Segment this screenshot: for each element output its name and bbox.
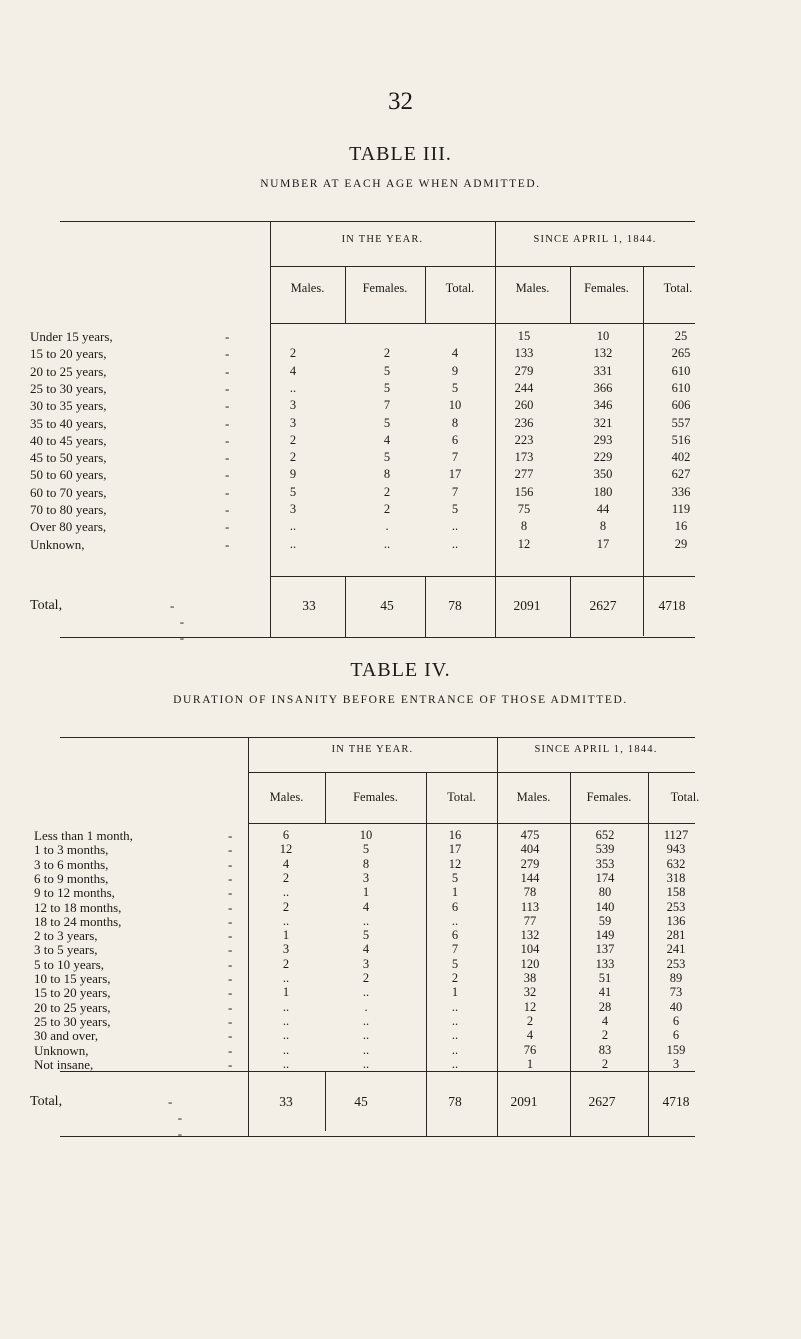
leader-dash: - <box>225 346 230 362</box>
group-header-since: SINCE APRIL 1, 1844. <box>534 744 658 755</box>
table-cell: .. <box>362 985 370 1000</box>
table-cell: 7 <box>451 484 459 499</box>
table-cell: 7 <box>451 450 459 465</box>
leader-dash: - <box>228 1013 233 1029</box>
group-header-rule <box>270 266 695 267</box>
leader-dash: - <box>225 536 230 552</box>
total-cell: 2091 <box>513 598 541 613</box>
table-cell: .. <box>362 1056 370 1071</box>
total-label: Total, <box>30 1094 63 1109</box>
total-label: Total, <box>30 598 63 613</box>
table-cell: 132 <box>593 346 613 361</box>
leader-dash: - <box>228 899 233 915</box>
table-cell: 4 <box>362 942 370 957</box>
leader-dashes: - - - <box>168 1094 183 1141</box>
table-cell: .. <box>451 1013 459 1028</box>
table-cell: 6 <box>282 828 290 842</box>
table-cell: 28 <box>598 999 612 1014</box>
row-label: Unknown, <box>34 1042 89 1058</box>
table-cell: 5 <box>383 380 391 395</box>
table-cell: 5 <box>451 956 459 971</box>
table-iv-subtitle: DURATION OF INSANITY BEFORE ENTRANCE OF THOSE ADMITTED. <box>173 694 628 706</box>
leader-dash: - <box>225 484 230 500</box>
table-cell: 144 <box>520 870 540 885</box>
table-cell: .. <box>289 380 297 395</box>
table-cell: 4 <box>362 899 370 914</box>
table-cell: 606 <box>671 398 691 413</box>
row-label: 20 to 25 years, <box>30 363 107 379</box>
table-cell: 279 <box>520 856 540 871</box>
row-label: 15 to 20 years, <box>30 346 107 362</box>
table-cell: 610 <box>671 380 691 395</box>
table-cell: .. <box>451 536 459 551</box>
table-cell: 404 <box>520 842 540 857</box>
table-cell: 336 <box>671 484 691 499</box>
table-cell: 2 <box>451 971 459 985</box>
table-cell: 7 <box>383 398 391 413</box>
column-header-rule <box>270 323 695 324</box>
table-cell: . <box>364 999 368 1014</box>
row-label: Less than 1 month, <box>34 828 133 843</box>
table-cell: 9 <box>451 363 459 378</box>
table-cell: 6 <box>672 1028 680 1043</box>
table-cell: 223 <box>514 432 534 447</box>
row-label: 5 to 10 years, <box>34 956 105 972</box>
leader-dash: - <box>228 828 233 843</box>
table-cell: 627 <box>671 467 691 482</box>
group-header-since: SINCE APRIL 1, 1844. <box>533 234 657 245</box>
row-label: 2 to 3 years, <box>34 928 98 944</box>
table-cell: .. <box>282 971 290 985</box>
total-cell: 33 <box>302 598 316 613</box>
row-label: Unknown, <box>30 536 85 552</box>
table-cell: 610 <box>671 363 691 378</box>
table-cell: 402 <box>671 450 691 465</box>
table-cell: .. <box>282 1056 290 1071</box>
table-cell: 9 <box>289 467 297 482</box>
table-cell: 174 <box>595 870 615 885</box>
table-cell: 25 <box>674 329 688 343</box>
row-label: 1 to 3 months, <box>34 842 109 858</box>
total-cell: 4718 <box>662 1094 690 1109</box>
table-cell: 5 <box>451 502 459 516</box>
table-cell: 1 <box>526 1056 534 1071</box>
table-cell: 10 <box>596 329 610 343</box>
table-cell: 10 <box>359 828 373 842</box>
table-cell: 236 <box>514 415 534 430</box>
table-cell: .. <box>282 913 290 928</box>
leader-dash: - <box>228 942 233 958</box>
table-iv-title: TABLE IV. <box>350 659 451 681</box>
table-cell: .. <box>282 1028 290 1043</box>
table-cell: 1 <box>362 885 370 900</box>
table-cell: 2 <box>282 899 290 914</box>
row-label: 60 to 70 years, <box>30 484 107 500</box>
table-cell: 76 <box>523 1042 537 1057</box>
table-cell: 3 <box>672 1056 680 1071</box>
leader-dash: - <box>228 870 233 886</box>
table-cell: 5 <box>383 363 391 378</box>
table-cell: 41 <box>598 985 612 1000</box>
total-cell: 4718 <box>658 598 686 613</box>
top-rule <box>60 737 695 738</box>
total-cell: 78 <box>448 598 462 613</box>
table-cell: 180 <box>593 484 613 499</box>
table-cell: 137 <box>595 942 615 957</box>
column-header-females: Females. <box>353 790 398 804</box>
column-header-males: Males. <box>269 790 304 804</box>
leader-dash: - <box>228 885 233 901</box>
table-cell: 75 <box>517 502 531 516</box>
table-cell: 17 <box>448 842 462 857</box>
row-label: 30 to 35 years, <box>30 398 107 414</box>
table-cell: 279 <box>514 363 534 378</box>
table-cell: 5 <box>362 842 370 857</box>
row-label: Not insane, <box>34 1056 94 1072</box>
table-cell: .. <box>282 1042 290 1057</box>
table-cell: 366 <box>593 380 613 395</box>
table-cell: 4 <box>282 856 290 871</box>
table-cell: 516 <box>671 432 691 447</box>
table-cell: 2 <box>289 346 297 361</box>
row-label: 15 to 20 years, <box>34 985 111 1001</box>
leader-dash: - <box>228 971 233 986</box>
table-cell: 1 <box>282 928 290 943</box>
table-cell: 12 <box>279 842 293 857</box>
table-cell: 2 <box>362 971 370 985</box>
column-header-total: Total. <box>670 790 700 804</box>
table-cell: 6 <box>451 928 459 943</box>
table-cell: 73 <box>669 985 683 1000</box>
column-header-females: Females. <box>584 281 629 295</box>
leader-dash: - <box>228 856 233 872</box>
table-cell: 78 <box>523 885 537 900</box>
table-cell: 6 <box>451 432 459 447</box>
table-cell: 133 <box>595 956 615 971</box>
table-cell: 3 <box>362 870 370 885</box>
table-cell: .. <box>451 519 459 534</box>
table-cell: 32 <box>523 985 537 1000</box>
table-cell: 3 <box>282 942 290 957</box>
row-label: 25 to 30 years, <box>34 1013 111 1029</box>
total-cell: 78 <box>448 1094 462 1109</box>
table-cell: 149 <box>595 928 615 943</box>
table-cell: 2 <box>383 484 391 499</box>
row-label: 30 and over, <box>34 1028 99 1044</box>
leader-dash: - <box>228 913 233 929</box>
table-cell: 77 <box>523 913 537 928</box>
table-cell: 1 <box>282 985 290 1000</box>
table-cell: 4 <box>383 432 391 447</box>
table-cell: 2 <box>282 956 290 971</box>
table-cell: 6 <box>451 899 459 914</box>
column-header-rule <box>248 823 695 824</box>
table-cell: 2 <box>282 870 290 885</box>
table-cell: 281 <box>666 928 686 943</box>
table-cell: .. <box>451 1028 459 1043</box>
row-label: 45 to 50 years, <box>30 450 107 466</box>
table-cell: 2 <box>383 502 391 516</box>
table-cell: 265 <box>671 346 691 361</box>
group-header-in-year: IN THE YEAR. <box>331 744 414 755</box>
leader-dash: - <box>225 432 230 448</box>
leader-dash: - <box>225 415 230 431</box>
table-cell: 120 <box>520 956 540 971</box>
total-cell: 33 <box>279 1094 293 1109</box>
table-cell: 16 <box>674 519 688 534</box>
row-label: 50 to 60 years, <box>30 467 107 483</box>
leader-dash: - <box>228 985 233 1001</box>
row-label: 35 to 40 years, <box>30 415 107 431</box>
row-label: 12 to 18 months, <box>34 899 122 915</box>
leader-dash: - <box>225 363 230 379</box>
leader-dashes: - - - <box>170 598 185 645</box>
table-cell: 293 <box>593 432 613 447</box>
leader-dash: - <box>228 928 233 944</box>
table-cell: 632 <box>666 856 686 871</box>
table-cell: 119 <box>671 502 691 516</box>
table-cell: .. <box>451 913 459 928</box>
table-cell: 5 <box>451 870 459 885</box>
row-label: 10 to 15 years, <box>34 971 111 986</box>
table-cell: 16 <box>448 828 462 842</box>
table-cell: 104 <box>520 942 540 957</box>
table-cell: .. <box>282 885 290 900</box>
bottom-rule <box>60 1136 695 1137</box>
row-label: Over 80 years, <box>30 519 107 535</box>
table-cell: 3 <box>289 398 297 413</box>
page-number: 32 <box>388 88 413 115</box>
table-iii-subtitle: NUMBER AT EACH AGE WHEN ADMITTED. <box>260 178 541 190</box>
table-cell: 321 <box>593 415 613 430</box>
table-cell: 2 <box>289 450 297 465</box>
row-label: 70 to 80 years, <box>30 502 107 517</box>
table-cell: 59 <box>598 913 612 928</box>
table-cell: .. <box>362 1042 370 1057</box>
table-cell: 80 <box>598 885 612 900</box>
table-cell: 318 <box>666 870 686 885</box>
table-cell: 244 <box>514 380 534 395</box>
table-iii-title: TABLE III. <box>349 143 452 165</box>
leader-dash: - <box>228 956 233 972</box>
row-label: 9 to 12 months, <box>34 885 115 901</box>
table-cell: 83 <box>598 1042 612 1057</box>
table-cell: 7 <box>451 942 459 957</box>
table-cell: .. <box>383 536 391 551</box>
table-cell: 253 <box>666 956 686 971</box>
table-cell: 1127 <box>663 828 689 842</box>
leader-dash: - <box>225 329 230 344</box>
leader-dash: - <box>225 502 230 517</box>
column-header-females: Females. <box>586 790 632 804</box>
table-cell: 350 <box>593 467 613 482</box>
table-cell: 15 <box>517 329 531 343</box>
table-cell: 8 <box>451 415 459 430</box>
row-label: 40 to 45 years, <box>30 432 107 448</box>
total-cell: 2627 <box>589 598 617 613</box>
table-cell: 241 <box>666 942 686 957</box>
table-cell: 44 <box>596 502 610 516</box>
table-cell: 1 <box>451 885 459 900</box>
table-cell: .. <box>282 999 290 1014</box>
table-cell: 17 <box>596 536 610 551</box>
leader-dash: - <box>228 842 233 858</box>
group-header-rule <box>248 772 695 773</box>
table-cell: 2 <box>601 1056 609 1071</box>
column-header-males: Males. <box>516 790 551 804</box>
table-cell: 2 <box>526 1013 534 1028</box>
table-cell: .. <box>362 1028 370 1043</box>
leader-dash: - <box>225 398 230 414</box>
table-cell: 173 <box>514 450 534 465</box>
row-label: 25 to 30 years, <box>30 380 107 396</box>
table-cell: 260 <box>514 398 534 413</box>
table-cell: 113 <box>520 899 540 914</box>
table-cell: 8 <box>383 467 391 482</box>
leader-dash: - <box>225 450 230 466</box>
total-rule <box>270 576 695 577</box>
table-cell: 8 <box>599 519 607 534</box>
column-header-females: Females. <box>362 281 408 295</box>
table-cell: .. <box>451 1056 459 1071</box>
table-cell: 2 <box>289 432 297 447</box>
leader-dash: - <box>228 1056 233 1072</box>
leader-dash: - <box>225 519 230 535</box>
table-cell: 4 <box>526 1028 534 1043</box>
table-cell: .. <box>451 999 459 1014</box>
leader-dash: - <box>228 1042 233 1058</box>
table-cell: 12 <box>523 999 537 1014</box>
table-cell: 159 <box>666 1042 686 1057</box>
table-cell: 5 <box>289 484 297 499</box>
column-header-total: Total. <box>447 790 476 804</box>
table-cell: 5 <box>383 450 391 465</box>
group-header-in-year: IN THE YEAR. <box>341 234 424 245</box>
table-cell: 12 <box>448 856 462 871</box>
table-cell: .. <box>362 913 370 928</box>
table-cell: .. <box>451 1042 459 1057</box>
table-cell: 229 <box>593 450 613 465</box>
table-cell: 277 <box>514 467 534 482</box>
row-label: Under 15 years, <box>30 329 113 344</box>
bottom-rule <box>60 637 695 638</box>
table-cell: 6 <box>672 1013 680 1028</box>
column-header-males: Males. <box>290 281 325 295</box>
row-label: 3 to 5 years, <box>34 942 98 958</box>
table-cell: 1 <box>451 985 459 1000</box>
total-cell: 2091 <box>510 1094 538 1109</box>
leader-dash: - <box>228 1028 233 1044</box>
table-cell: 156 <box>514 484 534 499</box>
table-cell: 253 <box>666 899 686 914</box>
table-cell: 133 <box>514 346 534 361</box>
table-cell: . <box>385 519 389 534</box>
leader-dash: - <box>225 467 230 483</box>
table-cell: 51 <box>598 971 612 985</box>
table-cell: 136 <box>666 913 686 928</box>
table-cell: 3 <box>362 956 370 971</box>
table-cell: 2 <box>383 346 391 361</box>
table-cell: 5 <box>451 380 459 395</box>
table-cell: 557 <box>671 415 691 430</box>
table-cell: .. <box>282 1013 290 1028</box>
table-cell: 539 <box>595 842 615 857</box>
table-cell: 4 <box>451 346 459 361</box>
table-cell: .. <box>362 1013 370 1028</box>
table-cell: 331 <box>593 363 613 378</box>
column-header-total: Total. <box>445 281 475 295</box>
column-header-total: Total. <box>663 281 693 295</box>
table-cell: 652 <box>595 828 615 842</box>
column-header-males: Males. <box>515 281 550 295</box>
table-cell: .. <box>289 519 297 534</box>
table-cell: 89 <box>669 971 683 985</box>
top-rule <box>60 221 695 222</box>
leader-dash: - <box>225 380 230 396</box>
row-label: 18 to 24 months, <box>34 913 122 929</box>
table-cell: 346 <box>593 398 613 413</box>
table-cell: 3 <box>289 502 297 516</box>
row-label: 3 to 6 months, <box>34 856 109 872</box>
table-cell: 475 <box>520 828 540 842</box>
leader-dash: - <box>228 999 233 1015</box>
total-cell: 45 <box>380 598 394 613</box>
table-cell: 40 <box>669 999 683 1014</box>
table-cell: 17 <box>448 467 462 482</box>
table-cell: 158 <box>666 885 686 900</box>
table-cell: 5 <box>383 415 391 430</box>
table-cell: 3 <box>289 415 297 430</box>
table-cell: 2 <box>601 1028 609 1043</box>
total-cell: 45 <box>354 1094 368 1109</box>
total-cell: 2627 <box>588 1094 616 1109</box>
table-cell: 8 <box>520 519 528 534</box>
table-cell: 8 <box>362 856 370 871</box>
table-cell: 5 <box>362 928 370 943</box>
table-cell: 132 <box>520 928 540 943</box>
table-cell: 140 <box>595 899 615 914</box>
table-cell: 353 <box>595 856 615 871</box>
table-cell: 4 <box>289 363 297 378</box>
table-cell: 12 <box>517 536 531 551</box>
table-cell: 10 <box>448 398 462 413</box>
row-label: 6 to 9 months, <box>34 870 109 886</box>
table-cell: 29 <box>674 536 688 551</box>
table-cell: 943 <box>666 842 686 857</box>
table-cell: 4 <box>601 1013 609 1028</box>
row-label: 20 to 25 years, <box>34 999 111 1015</box>
table-cell: .. <box>289 536 297 551</box>
table-cell: 38 <box>523 971 537 985</box>
